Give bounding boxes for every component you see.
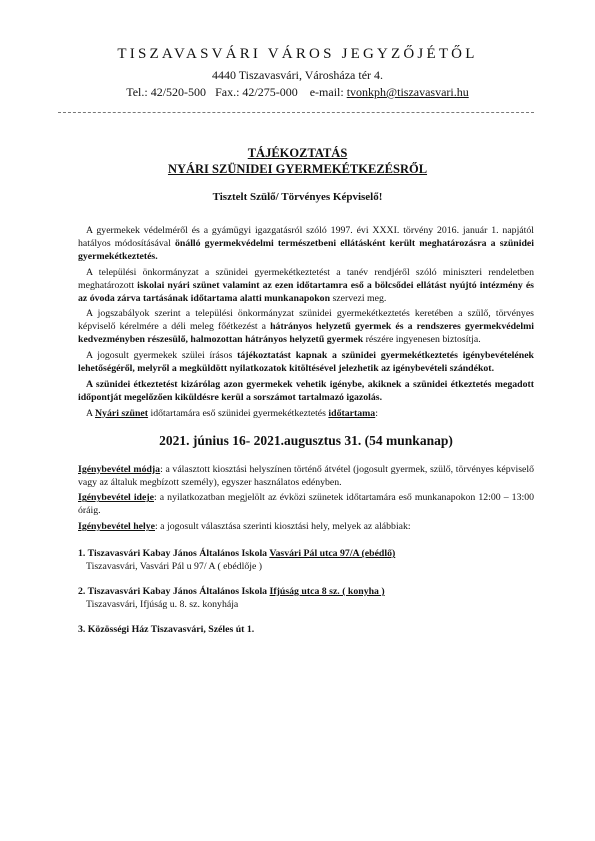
service-period: 2021. június 16- 2021.augusztus 31. (54 munkanap) — [159, 432, 453, 448]
issuer-title: TISZAVASVÁRI VÁROS JEGYZŐJÉTŐL — [117, 46, 478, 62]
header-divider — [58, 112, 534, 113]
document-subtitle: NYÁRI SZÜNIDEI GYERMEKÉTKEZÉSRŐL — [167, 162, 428, 176]
paragraph-period-intro: A Nyári szünet időtartamára eső szünidei gyermekétkeztetés időtartama: — [86, 407, 378, 419]
detail-time: Igénybevétel ideje: a nyilatkozatban megjelölt az évközi szünetek időtartamára eső munkanapokon 12:00 – 13:00 óráig. — [78, 492, 534, 517]
location-item: 2. Tiszavasvári Kabay János Általános Iskola Ifjúság utca 8 sz. ( konyha ) Tiszavasvári, Ifjúság u. 8. sz. konyhája — [78, 585, 385, 610]
salutation: Tisztelt Szülő/ Törvényes Képviselő! — [212, 191, 383, 203]
issuer-address: 4440 Tiszavasvári, Városháza tér 4. — [211, 68, 384, 82]
fax-number: Fax.: 42/275-000 — [215, 85, 298, 99]
paragraph-organisation: A települési önkormányzat a szünidei gyermekétkeztetést a tanév rendjéről szóló miniszteri rendeletben meghatározott iskolai nyári szünet valamint az ezen időtartamra eső a bölcsődei ellátást nyújtó intézmény és az óvoda zárva tartásának időtartama alatti munkanapokon szervezi meg. — [78, 266, 534, 304]
paragraph-eligibility: A jogszabályok szerint a települési önkormányzat szünidei gyermekétkeztetés keretében a szülő, törvényes képviselő kérelmére a déli meleg főétkezést a hátrányos helyzetű gyermek és a rendszeres gyermekvédelmi kedvezményben részesülő, halmozottan hátrányos helyzetű gyermek részére ingyenesen biztosítja. — [78, 308, 534, 346]
detail-mode: Igénybevétel módja: a választott kiosztási helyszínen történő átvétel (jogosult gyermek, szülő, törvényes képviselő vagy az általuk megbízott személy), egyszer használatos edényben. — [78, 463, 534, 488]
phone-number: Tel.: 42/520-500 — [126, 85, 207, 99]
paragraph-notification: A jogosult gyermekek szülei írásos tájékoztatást kapnak a szünidei gyermekétkeztetés igénybevételének lehetőségéről, melyről a megküldött nyilatkozatok kitöltésével jelezhetik az igénybevételi szándékot. — [78, 350, 534, 375]
location-item: 3. Közösségi Ház Tiszavasvári, Széles út 1. — [78, 623, 255, 635]
location-item: 1. Tiszavasvári Kabay János Általános Iskola Vasvári Pál utca 97/A (ebédlő) Tiszavasvári, Vasvári Pál u 97/ A ( ebédlője ) — [78, 548, 396, 573]
email-link[interactable]: tvonkph@tiszavasvari.hu — [346, 85, 469, 99]
email-label: e-mail: — [309, 85, 344, 99]
paragraph-law: A gyermekek védelméről és a gyámügyi igazgatásról szóló 1997. évi XXXI. törvény 2016. január 1. napjától hatályos módosításával önálló gyermekvédelmi természetbeni ellátásként került meghatározásra a szünidei gyermekétkeztetés. — [78, 225, 534, 262]
issuer-contact — [0, 85, 595, 100]
document-body — [78, 225, 534, 649]
detail-place: Igénybevétel helye: a jogosult választása szerinti kiosztási hely, melyek az alábbiak: — [78, 521, 411, 533]
document-title: TÁJÉKOZTATÁS — [247, 146, 348, 160]
paragraph-restriction: A szünidei étkeztetést kizárólag azon gyermekek vehetik igénybe, akiknek a szünidei étkeztetés megadott időpontját megelőzően kiküldésre kerül a sorszámot tartalmazó igazolás. — [78, 378, 534, 403]
